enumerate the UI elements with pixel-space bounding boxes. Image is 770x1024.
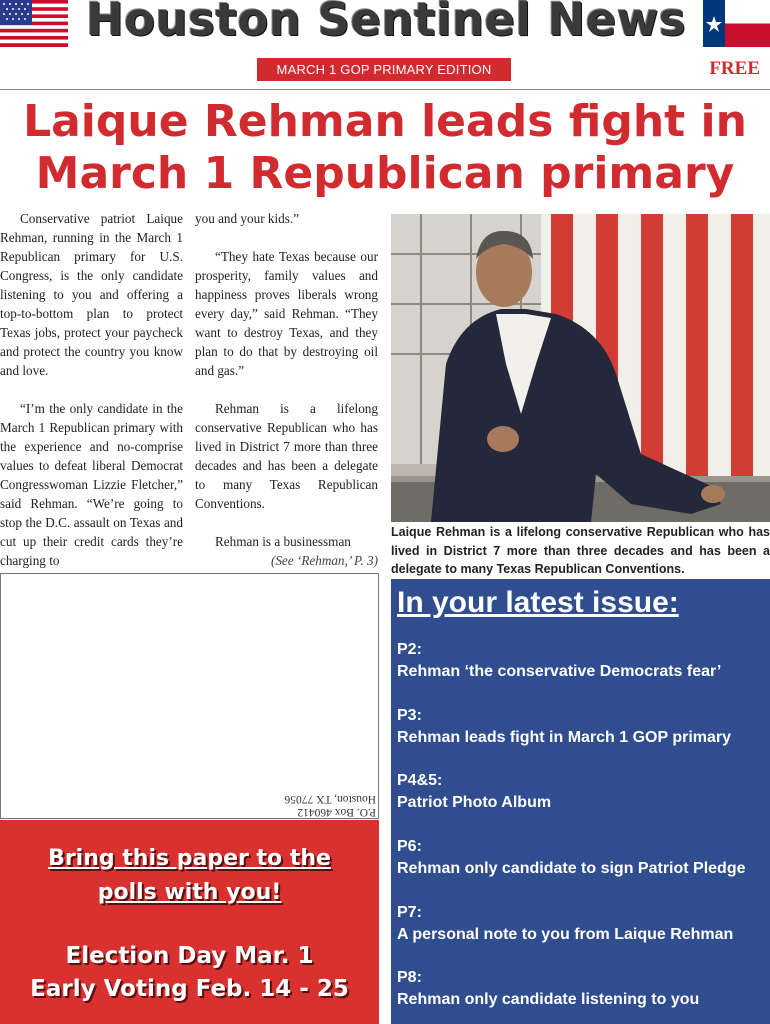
issue-item-page: P7:: [397, 904, 422, 921]
issue-item: [397, 639, 767, 683]
issue-item-page: P4&5:: [397, 772, 443, 789]
issue-item-page: P2:: [397, 641, 422, 658]
candidate-photo: [391, 214, 770, 522]
issue-item-text: Patriot Photo Album: [397, 794, 552, 811]
article-paragraph: Rehman is a businessman: [215, 534, 351, 549]
promo-headline-line-1: Bring this paper to the: [48, 846, 331, 871]
photo-caption: Laique Rehman is a lifelong conservative Republican who has lived in District 7 more than three decades and has been a delegate to many Texas Republican Conventions.: [391, 525, 770, 576]
return-address-line-1: P.O. Box 460412: [297, 806, 376, 818]
mailing-label-area: [0, 573, 379, 819]
issue-item: [397, 770, 767, 814]
issue-item: [397, 967, 767, 1011]
texas-flag-icon: [703, 0, 770, 47]
article-paragraph: you and your kids.”: [195, 211, 300, 226]
article-column-1: [0, 209, 183, 589]
masthead-title: Houston Sentinel News: [85, 0, 687, 46]
issue-item: [397, 836, 767, 880]
continued-reference: (See ‘Rehman,’ P. 3): [270, 553, 378, 568]
return-address: [246, 792, 376, 818]
article-paragraph: “I’m the only candidate in the March 1 Republican primary with the experience and no-comprise values to defeat liberal Democrat Congresswoman Lizzie Fletcher,” said Rehman. “We’re going to stop the D.C. assault on Texas and cut up their credit cards they’re charging to: [0, 401, 183, 568]
article-paragraph: “They hate Texas because our prosperity, family values and happiness proves liberals wrong every day,” said Rehman. “They want to destroy Texas, and they plan to do that by destroying oil and gas.”: [195, 249, 378, 378]
article-paragraph: Rehman is a lifelong conservative Republican who has lived in District 7 more than three decades and has been a delegate to many Texas Republican Conventions.: [195, 401, 378, 511]
edition-banner: MARCH 1 GOP PRIMARY EDITION: [257, 58, 511, 81]
article-column-2: [195, 209, 378, 570]
issue-item: [397, 705, 767, 749]
issue-item: [397, 902, 767, 946]
headline-line-1: Laique Rehman leads fight in: [23, 96, 747, 147]
return-address-line-2: Houston, TX 77056: [284, 793, 376, 805]
issue-item-page: P6:: [397, 838, 422, 855]
issue-item-text: Rehman leads fight in March 1 GOP primary: [397, 729, 732, 746]
voting-promo-box: [0, 820, 379, 1024]
masthead-divider: [0, 89, 770, 90]
election-day-date: Election Day Mar. 1: [65, 943, 314, 969]
issue-item-page: P3:: [397, 707, 422, 724]
promo-headline-line-2: polls with you!: [97, 880, 282, 905]
issue-item-text: Rehman ‘the conservative Democrats fear’: [397, 663, 722, 680]
issue-item-text: A personal note to you from Laique Rehman: [397, 926, 734, 943]
us-flag-icon: [0, 0, 68, 47]
issue-item-page: P8:: [397, 969, 422, 986]
early-voting-dates: Early Voting Feb. 14 - 25: [30, 976, 349, 1002]
issue-contents-box: [391, 579, 770, 1024]
article-paragraph: Conservative patriot Laique Rehman, running in the March 1 Republican primary for U.S. Congress, is the only candidate listening to you and offering a top-to-bottom plan to protect Texas jobs, protect your paycheck and protect the country you know and love.: [0, 211, 183, 378]
issue-item-text: Rehman only candidate to sign Patriot Pledge: [397, 860, 746, 877]
issue-contents-title: In your latest issue:: [397, 586, 679, 619]
issue-item-text: Rehman only candidate listening to you: [397, 991, 700, 1008]
price-label: FREE: [709, 58, 760, 79]
headline: [0, 96, 770, 200]
headline-line-2: March 1 Republican primary: [35, 148, 735, 199]
